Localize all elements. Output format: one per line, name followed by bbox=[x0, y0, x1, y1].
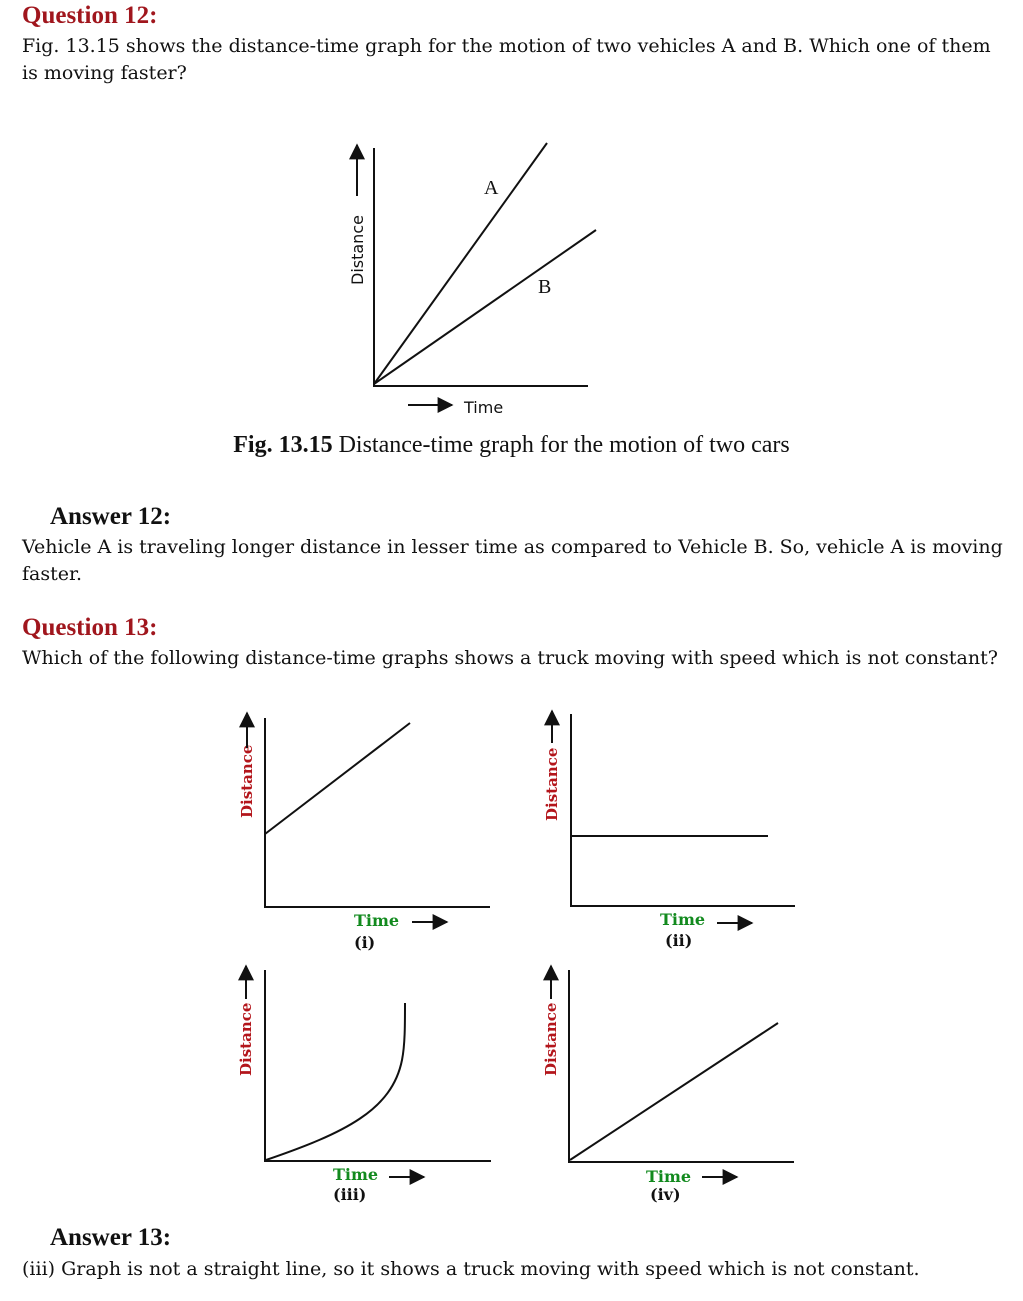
question-12-text: Fig. 13.15 shows the distance-time graph for the motion of two vehicles A and B. Which one of them is moving faster? bbox=[22, 35, 991, 84]
fig1315-label-a: A bbox=[484, 177, 499, 199]
graph-iv-tag: (iv) bbox=[650, 1185, 681, 1204]
fig1315-line-b bbox=[374, 230, 596, 384]
answer-12-heading: Answer 12: bbox=[50, 503, 172, 530]
question-13-text: Which of the following distance-time graphs shows a truck moving with speed which is not constant? bbox=[22, 647, 998, 669]
graph-iii-x-label: Time bbox=[333, 1165, 379, 1184]
graph-iv bbox=[542, 966, 794, 1204]
question-12-heading: Question 12: bbox=[22, 2, 158, 29]
graph-ii-tag: (ii) bbox=[665, 931, 693, 950]
graph-iii-tag: (iii) bbox=[333, 1185, 367, 1204]
answer-13-text: (iii) Graph is not a straight line, so it shows a truck moving with speed which is not constant. bbox=[22, 1258, 920, 1280]
answer-13-heading: Answer 13: bbox=[50, 1224, 172, 1251]
answer-12-text: Vehicle A is traveling longer distance in lesser time as compared to Vehicle B. So, vehicle A is moving faster. bbox=[22, 536, 1003, 585]
graph-iii-y-label: Distance bbox=[237, 1002, 255, 1076]
fig1315-label-b: B bbox=[538, 276, 552, 298]
graph-ii-y-label: Distance bbox=[543, 747, 561, 821]
fig1315-x-label: Time bbox=[464, 398, 504, 417]
graph-i-x-label: Time bbox=[354, 911, 400, 930]
graph-iv-x-label: Time bbox=[646, 1167, 692, 1186]
figure-caption bbox=[0, 432, 1023, 459]
graph-iii bbox=[237, 966, 491, 1204]
graph-i-line bbox=[265, 723, 410, 834]
graph-i bbox=[238, 713, 490, 952]
fig1315-line-a bbox=[374, 143, 547, 384]
graph-i-tag: (i) bbox=[354, 933, 376, 952]
graph-iv-line bbox=[570, 1023, 778, 1160]
graph-iv-y-label: Distance bbox=[542, 1002, 560, 1076]
figure-caption-number: Fig. 13.15 bbox=[233, 432, 333, 458]
figure-caption-text: Distance-time graph for the motion of two cars bbox=[332, 432, 790, 458]
graph-ii bbox=[543, 711, 795, 950]
graph-ii-x-label: Time bbox=[660, 910, 706, 929]
graph-i-y-label: Distance bbox=[238, 744, 256, 818]
fig1315-y-label: Distance bbox=[348, 215, 367, 285]
graph-iii-curve bbox=[266, 1003, 405, 1160]
question-13-heading: Question 13: bbox=[22, 614, 158, 641]
